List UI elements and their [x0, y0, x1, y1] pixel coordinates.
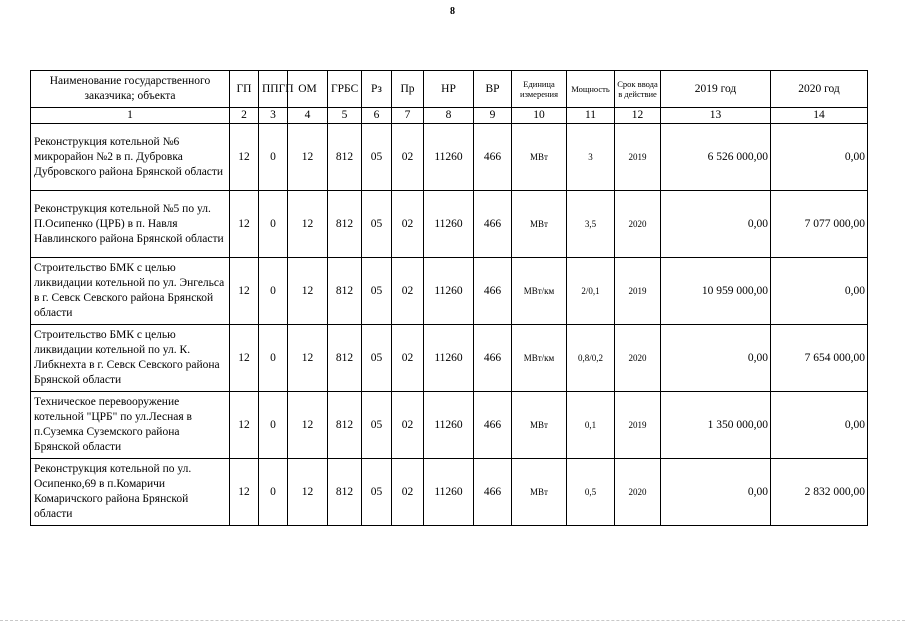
cell-power: 3 [567, 124, 615, 191]
page-number: 8 [450, 6, 455, 17]
cell-gp: 12 [230, 459, 259, 526]
cell-grbs: 812 [328, 392, 362, 459]
cell-2020: 7 077 000,00 [771, 191, 868, 258]
header-gp: ГП [230, 71, 259, 108]
table-row [31, 258, 868, 325]
object-name: Реконструкция котельной №5 по ул. П.Осипенко (ЦРБ) в п. Навля Навлинского района Брянской области [31, 191, 230, 258]
column-number: 3 [259, 108, 288, 124]
cell-grbs: 812 [328, 459, 362, 526]
cell-om: 12 [288, 258, 328, 325]
cell-gp: 12 [230, 258, 259, 325]
cell-term: 2020 [615, 325, 661, 392]
cell-2019: 1 350 000,00 [661, 392, 771, 459]
header-rz: Рз [362, 71, 392, 108]
object-name: Реконструкция котельной по ул. Осипенко,69 в п.Комаричи Комаричского района Брянской области [31, 459, 230, 526]
cell-gp: 12 [230, 191, 259, 258]
cell-vr: 466 [474, 459, 512, 526]
cell-term: 2019 [615, 124, 661, 191]
cell-ppgp: 0 [259, 459, 288, 526]
cell-om: 12 [288, 459, 328, 526]
header-vr: ВР [474, 71, 512, 108]
cell-2020: 7 654 000,00 [771, 325, 868, 392]
header-name: Наименование государственного заказчика; объекта [31, 71, 230, 108]
cell-ppgp: 0 [259, 392, 288, 459]
cell-ppgp: 0 [259, 258, 288, 325]
cell-grbs: 812 [328, 258, 362, 325]
cell-vr: 466 [474, 325, 512, 392]
cell-grbs: 812 [328, 191, 362, 258]
header-2020: 2020 год [771, 71, 868, 108]
cell-unit: МВт [512, 124, 567, 191]
cell-grbs: 812 [328, 124, 362, 191]
column-number: 5 [328, 108, 362, 124]
cell-rz: 05 [362, 459, 392, 526]
object-name: Строительство БМК с целью ликвидации котельной по ул. Энгельса в г. Севск Севского района Брянской области [31, 258, 230, 325]
column-number: 2 [230, 108, 259, 124]
cell-rz: 05 [362, 191, 392, 258]
cell-pr: 02 [392, 124, 424, 191]
cell-rz: 05 [362, 124, 392, 191]
cell-unit: МВт [512, 392, 567, 459]
column-number: 7 [392, 108, 424, 124]
scan-artifact-line [0, 620, 905, 622]
header-2019: 2019 год [661, 71, 771, 108]
cell-power: 2/0,1 [567, 258, 615, 325]
cell-2019: 0,00 [661, 325, 771, 392]
header-term: Срок ввода в действие [615, 71, 661, 108]
cell-2019: 0,00 [661, 459, 771, 526]
column-number: 14 [771, 108, 868, 124]
cell-pr: 02 [392, 459, 424, 526]
cell-2019: 0,00 [661, 191, 771, 258]
cell-unit: МВт [512, 191, 567, 258]
column-number: 1 [31, 108, 230, 124]
table-row [31, 124, 868, 191]
column-number: 12 [615, 108, 661, 124]
header-pr: Пр [392, 71, 424, 108]
column-number-row [31, 108, 868, 124]
cell-2020: 2 832 000,00 [771, 459, 868, 526]
header-ppgp: ППГП [259, 71, 288, 108]
cell-pr: 02 [392, 325, 424, 392]
column-number: 10 [512, 108, 567, 124]
column-number: 4 [288, 108, 328, 124]
cell-power: 0,8/0,2 [567, 325, 615, 392]
cell-pr: 02 [392, 191, 424, 258]
cell-power: 3,5 [567, 191, 615, 258]
cell-gp: 12 [230, 124, 259, 191]
cell-term: 2019 [615, 392, 661, 459]
cell-om: 12 [288, 392, 328, 459]
column-number: 13 [661, 108, 771, 124]
table-row [31, 392, 868, 459]
cell-om: 12 [288, 191, 328, 258]
header-om: ОМ [288, 71, 328, 108]
cell-unit: МВт/км [512, 258, 567, 325]
cell-pr: 02 [392, 258, 424, 325]
cell-ppgp: 0 [259, 124, 288, 191]
cell-2020: 0,00 [771, 124, 868, 191]
budget-table [30, 70, 868, 526]
object-name: Реконструкция котельной №6 микрорайон №2 в п. Дубровка Дубровского района Брянской области [31, 124, 230, 191]
cell-rz: 05 [362, 392, 392, 459]
header-power: Мощность [567, 71, 615, 108]
cell-gp: 12 [230, 325, 259, 392]
header-unit: Единица измерения [512, 71, 567, 108]
cell-gp: 12 [230, 392, 259, 459]
cell-om: 12 [288, 124, 328, 191]
header-grbs: ГРБС [328, 71, 362, 108]
table-row [31, 325, 868, 392]
object-name: Техническое перевооружение котельной "ЦРБ" по ул.Лесная в п.Суземка Суземского района Брянской области [31, 392, 230, 459]
column-number: 8 [424, 108, 474, 124]
cell-vr: 466 [474, 124, 512, 191]
cell-nr: 11260 [424, 459, 474, 526]
column-number: 9 [474, 108, 512, 124]
cell-ppgp: 0 [259, 191, 288, 258]
header-nr: НР [424, 71, 474, 108]
table-row [31, 191, 868, 258]
object-name: Строительство БМК с целью ликвидации котельной по ул. К. Либкнехта в г. Севск Севского района Брянской области [31, 325, 230, 392]
cell-term: 2020 [615, 191, 661, 258]
cell-unit: МВт/км [512, 325, 567, 392]
cell-pr: 02 [392, 392, 424, 459]
cell-2020: 0,00 [771, 392, 868, 459]
cell-unit: МВт [512, 459, 567, 526]
cell-rz: 05 [362, 258, 392, 325]
cell-nr: 11260 [424, 191, 474, 258]
cell-rz: 05 [362, 325, 392, 392]
cell-grbs: 812 [328, 325, 362, 392]
column-number: 6 [362, 108, 392, 124]
cell-nr: 11260 [424, 325, 474, 392]
header-row [31, 71, 868, 108]
cell-nr: 11260 [424, 392, 474, 459]
cell-2019: 6 526 000,00 [661, 124, 771, 191]
cell-vr: 466 [474, 258, 512, 325]
table-row [31, 459, 868, 526]
cell-vr: 466 [474, 392, 512, 459]
cell-term: 2020 [615, 459, 661, 526]
cell-power: 0,1 [567, 392, 615, 459]
cell-power: 0,5 [567, 459, 615, 526]
column-number: 11 [567, 108, 615, 124]
cell-term: 2019 [615, 258, 661, 325]
cell-nr: 11260 [424, 124, 474, 191]
cell-2020: 0,00 [771, 258, 868, 325]
cell-om: 12 [288, 325, 328, 392]
cell-2019: 10 959 000,00 [661, 258, 771, 325]
cell-vr: 466 [474, 191, 512, 258]
cell-nr: 11260 [424, 258, 474, 325]
cell-ppgp: 0 [259, 325, 288, 392]
